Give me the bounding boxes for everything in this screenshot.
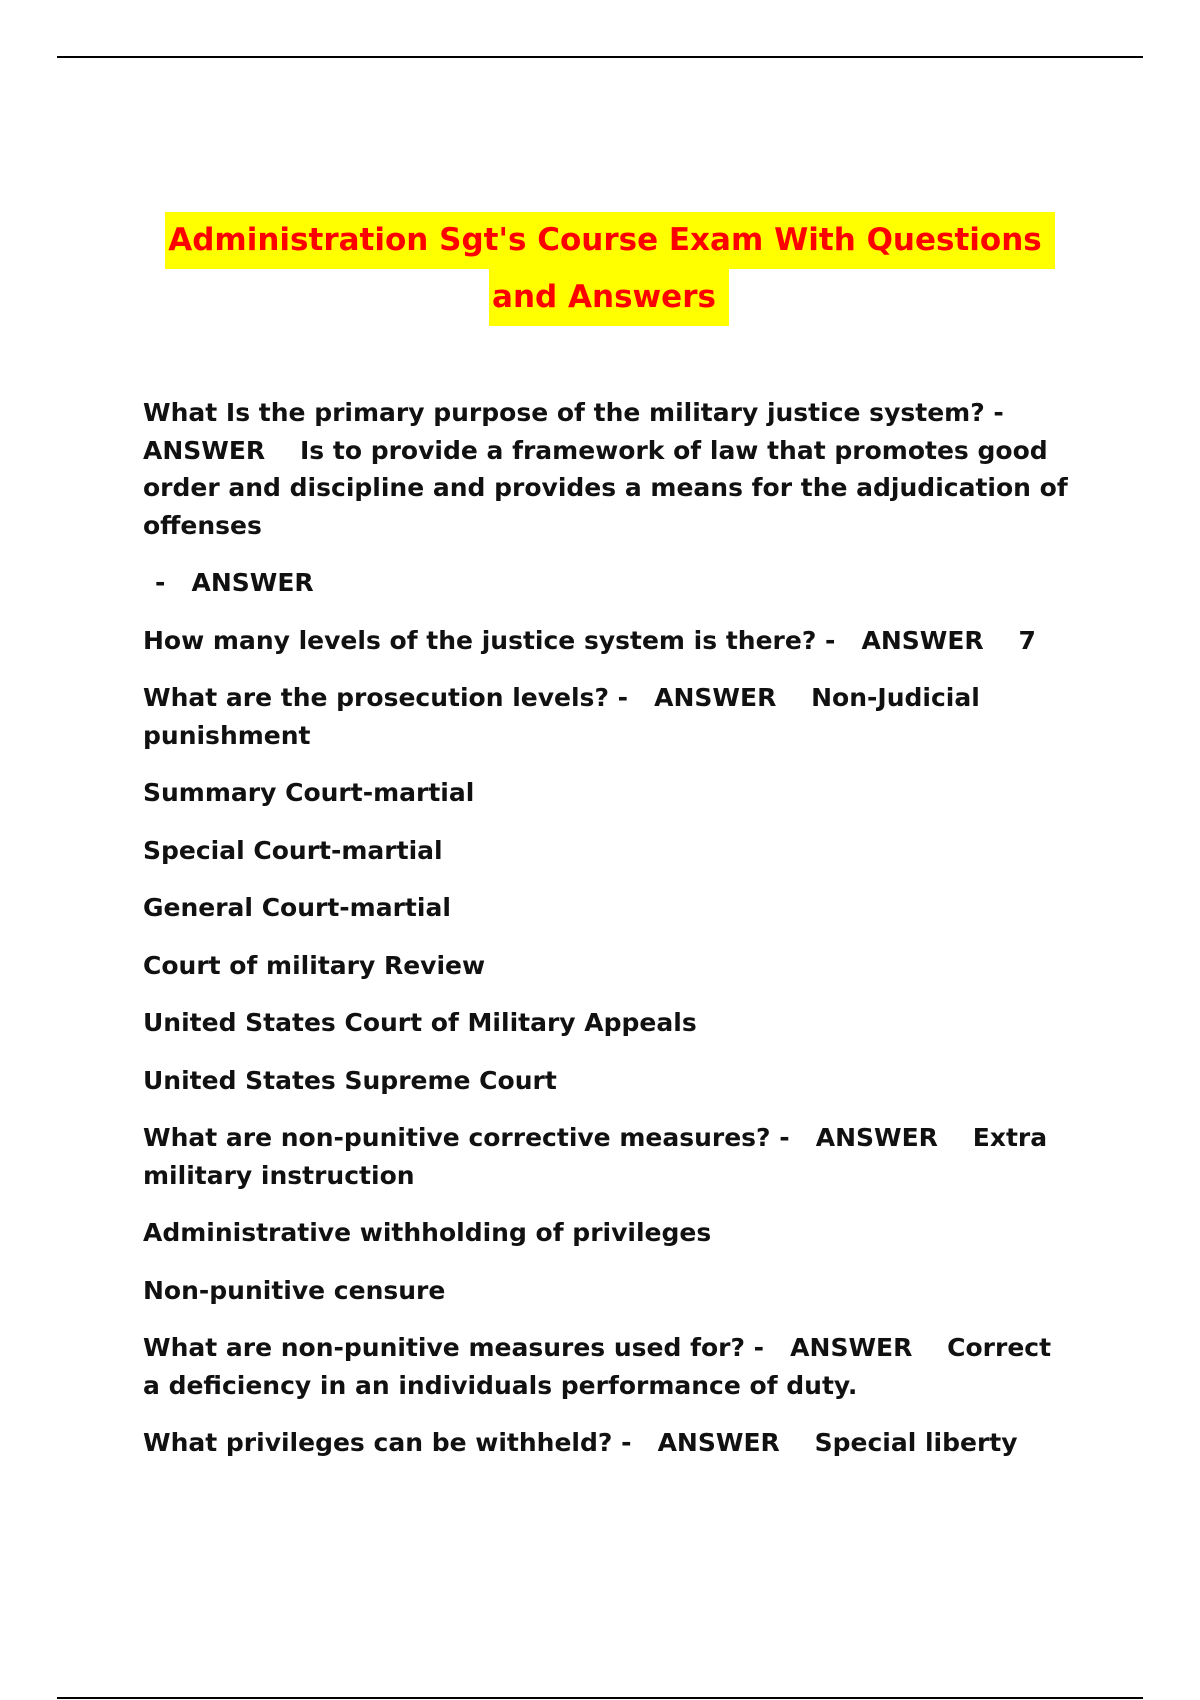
header-rule — [57, 56, 1143, 58]
qa-paragraph: - ANSWER — [155, 568, 314, 597]
list-item: General Court-martial — [143, 893, 451, 922]
qa-paragraph: What Is the primary purpose of the military justice system? - ANSWER Is to provide a framework of law that promotes good order and discipline and provides a means for the adjudication of offenses — [143, 398, 1077, 540]
list-item: Court of military Review — [143, 950, 486, 980]
list-item: Non-punitive censure — [143, 1275, 446, 1305]
qa-paragraph: How many levels of the justice system is there? - ANSWER 7 — [143, 625, 1036, 655]
qa-paragraph: What are non-punitive measures used for? - ANSWER Correct a deficiency in an individuals performance of duty. — [143, 1333, 1060, 1400]
qa-paragraph: What are non-punitive corrective measures? - ANSWER Extra military instruction — [143, 1123, 1056, 1190]
document-body — [143, 394, 1077, 1482]
title-line-1: Administration Sgt's Course Exam With Questions — [165, 212, 1054, 269]
list-item: Special Court-martial — [143, 835, 443, 865]
qa-paragraph: What privileges can be withheld? - ANSWER Special liberty — [143, 1428, 1018, 1457]
qa-paragraph: What are the prosecution levels? - ANSWER Non-Judicial punishment — [143, 683, 989, 750]
list-item: United States Supreme Court — [143, 1065, 557, 1095]
footer-rule — [57, 1697, 1143, 1699]
list-item: United States Court of Military Appeals — [143, 1008, 697, 1037]
list-item: Administrative withholding of privileges — [143, 1218, 712, 1247]
document-title — [0, 212, 1200, 326]
list-item: Summary Court-martial — [143, 778, 475, 807]
title-line-2: and Answers — [489, 269, 729, 326]
